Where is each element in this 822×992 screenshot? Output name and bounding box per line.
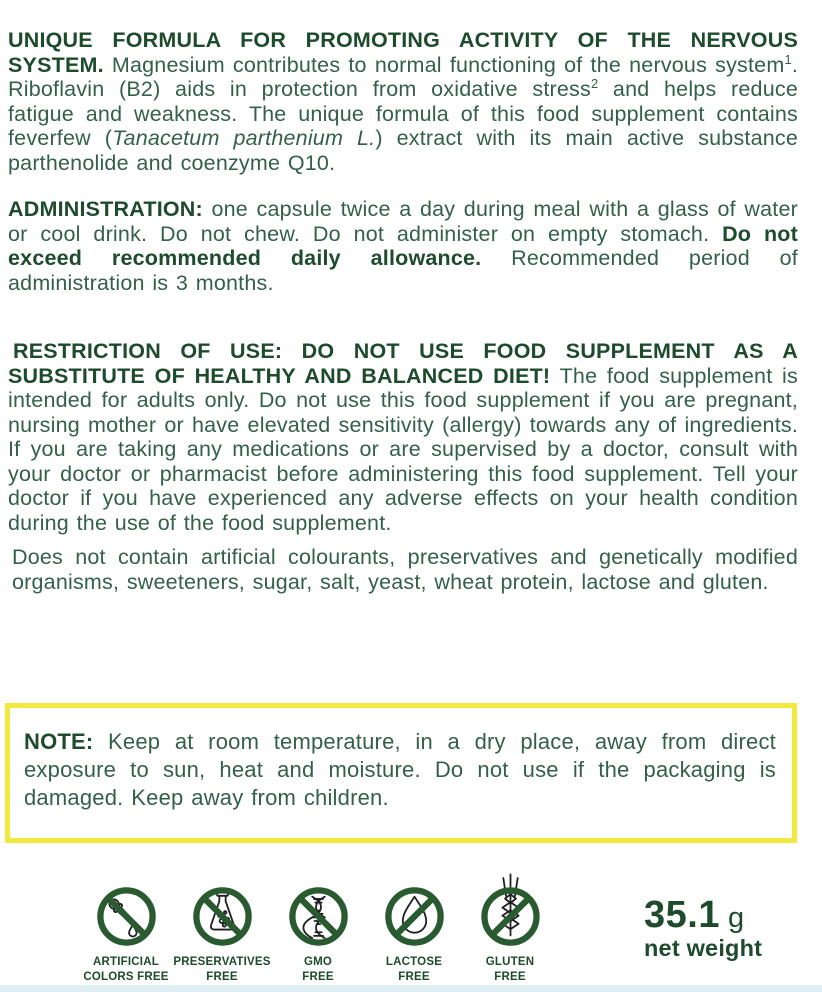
net-weight-label: net weight — [644, 935, 763, 961]
note-text: NOTE: Keep at room temperature, in a dry place, away from direct exposure to sun, heat and moisture. Do not use if the packaging is damaged. Keep away from children. — [24, 729, 776, 810]
badge-gluten-free — [462, 866, 558, 985]
badge-lactose-free — [366, 866, 462, 985]
bottom-row — [0, 866, 822, 992]
net-weight-unit: g — [727, 902, 745, 934]
badge-label: PRESERVATIVES FREE — [173, 956, 271, 983]
net-weight-value: 35.1 — [644, 894, 720, 936]
badge-gmo-free — [270, 866, 366, 985]
paragraph-restriction-of-use: RESTRICTION OF USE: DO NOT USE FOOD SUPPLEMENT AS A SUBSTITUTE OF HEALTHY AND BALANCED DIET! The food supplement is intended for adults only. Do not use this food supplement if you are pregnant, nursing mother or have elevated sensitivity (allergy) towards any of ingredients. If you are taking any medications or are supervised by a doctor, consult with your doctor or pharmacist before administering this food supplement. Tell your doctor if you have experienced any adverse effects on your health condition during the use of the food supplement. — [8, 339, 798, 535]
bottom-edge-strip — [0, 985, 822, 992]
badge-label: LACTOSE FREE — [385, 956, 443, 983]
badge-label: GMO FREE — [302, 956, 334, 983]
paragraph-does-not-contain: Does not contain artificial colourants, preservatives and genetically modified organisms, sweeteners, sugar, salt, yeast, wheat protein, lactose and gluten. — [12, 545, 798, 594]
paragraph-administration: ADMINISTRATION: one capsule twice a day during meal with a glass of water or cool drink. Do not chew. Do not administer on empty stomach. Do not exceed recommended daily allowance. Recommended period of administration is 3 months. — [8, 197, 798, 295]
net-weight — [644, 894, 762, 962]
badge-preservatives-free — [174, 866, 270, 985]
water-drop-icon — [383, 885, 446, 948]
free-from-badges — [78, 866, 558, 985]
note-box — [5, 703, 797, 843]
badge-label: ARTIFICIAL COLORS FREE — [83, 956, 169, 983]
dna-icon — [287, 885, 350, 948]
paragraph-unique-formula: UNIQUE FORMULA FOR PROMOTING ACTIVITY OF THE NERVOUS SYSTEM. Magnesium contributes to normal functioning of the nervous system$^1$. Riboflavin (B2) aids in protection from oxidative stress$^2$ and helps reduce fatigue and weakness. The unique formula of this food supplement contains feverfew (Tanacetum parthenium L.) extract with its main active substance parthenolide and coenzyme Q10. — [8, 28, 799, 175]
badge-artificial-colors-free — [78, 866, 174, 985]
dropper-icon — [95, 885, 158, 948]
badge-label: GLUTEN FREE — [485, 956, 535, 983]
flask-icon — [191, 885, 254, 948]
wheat-icon — [479, 869, 542, 948]
